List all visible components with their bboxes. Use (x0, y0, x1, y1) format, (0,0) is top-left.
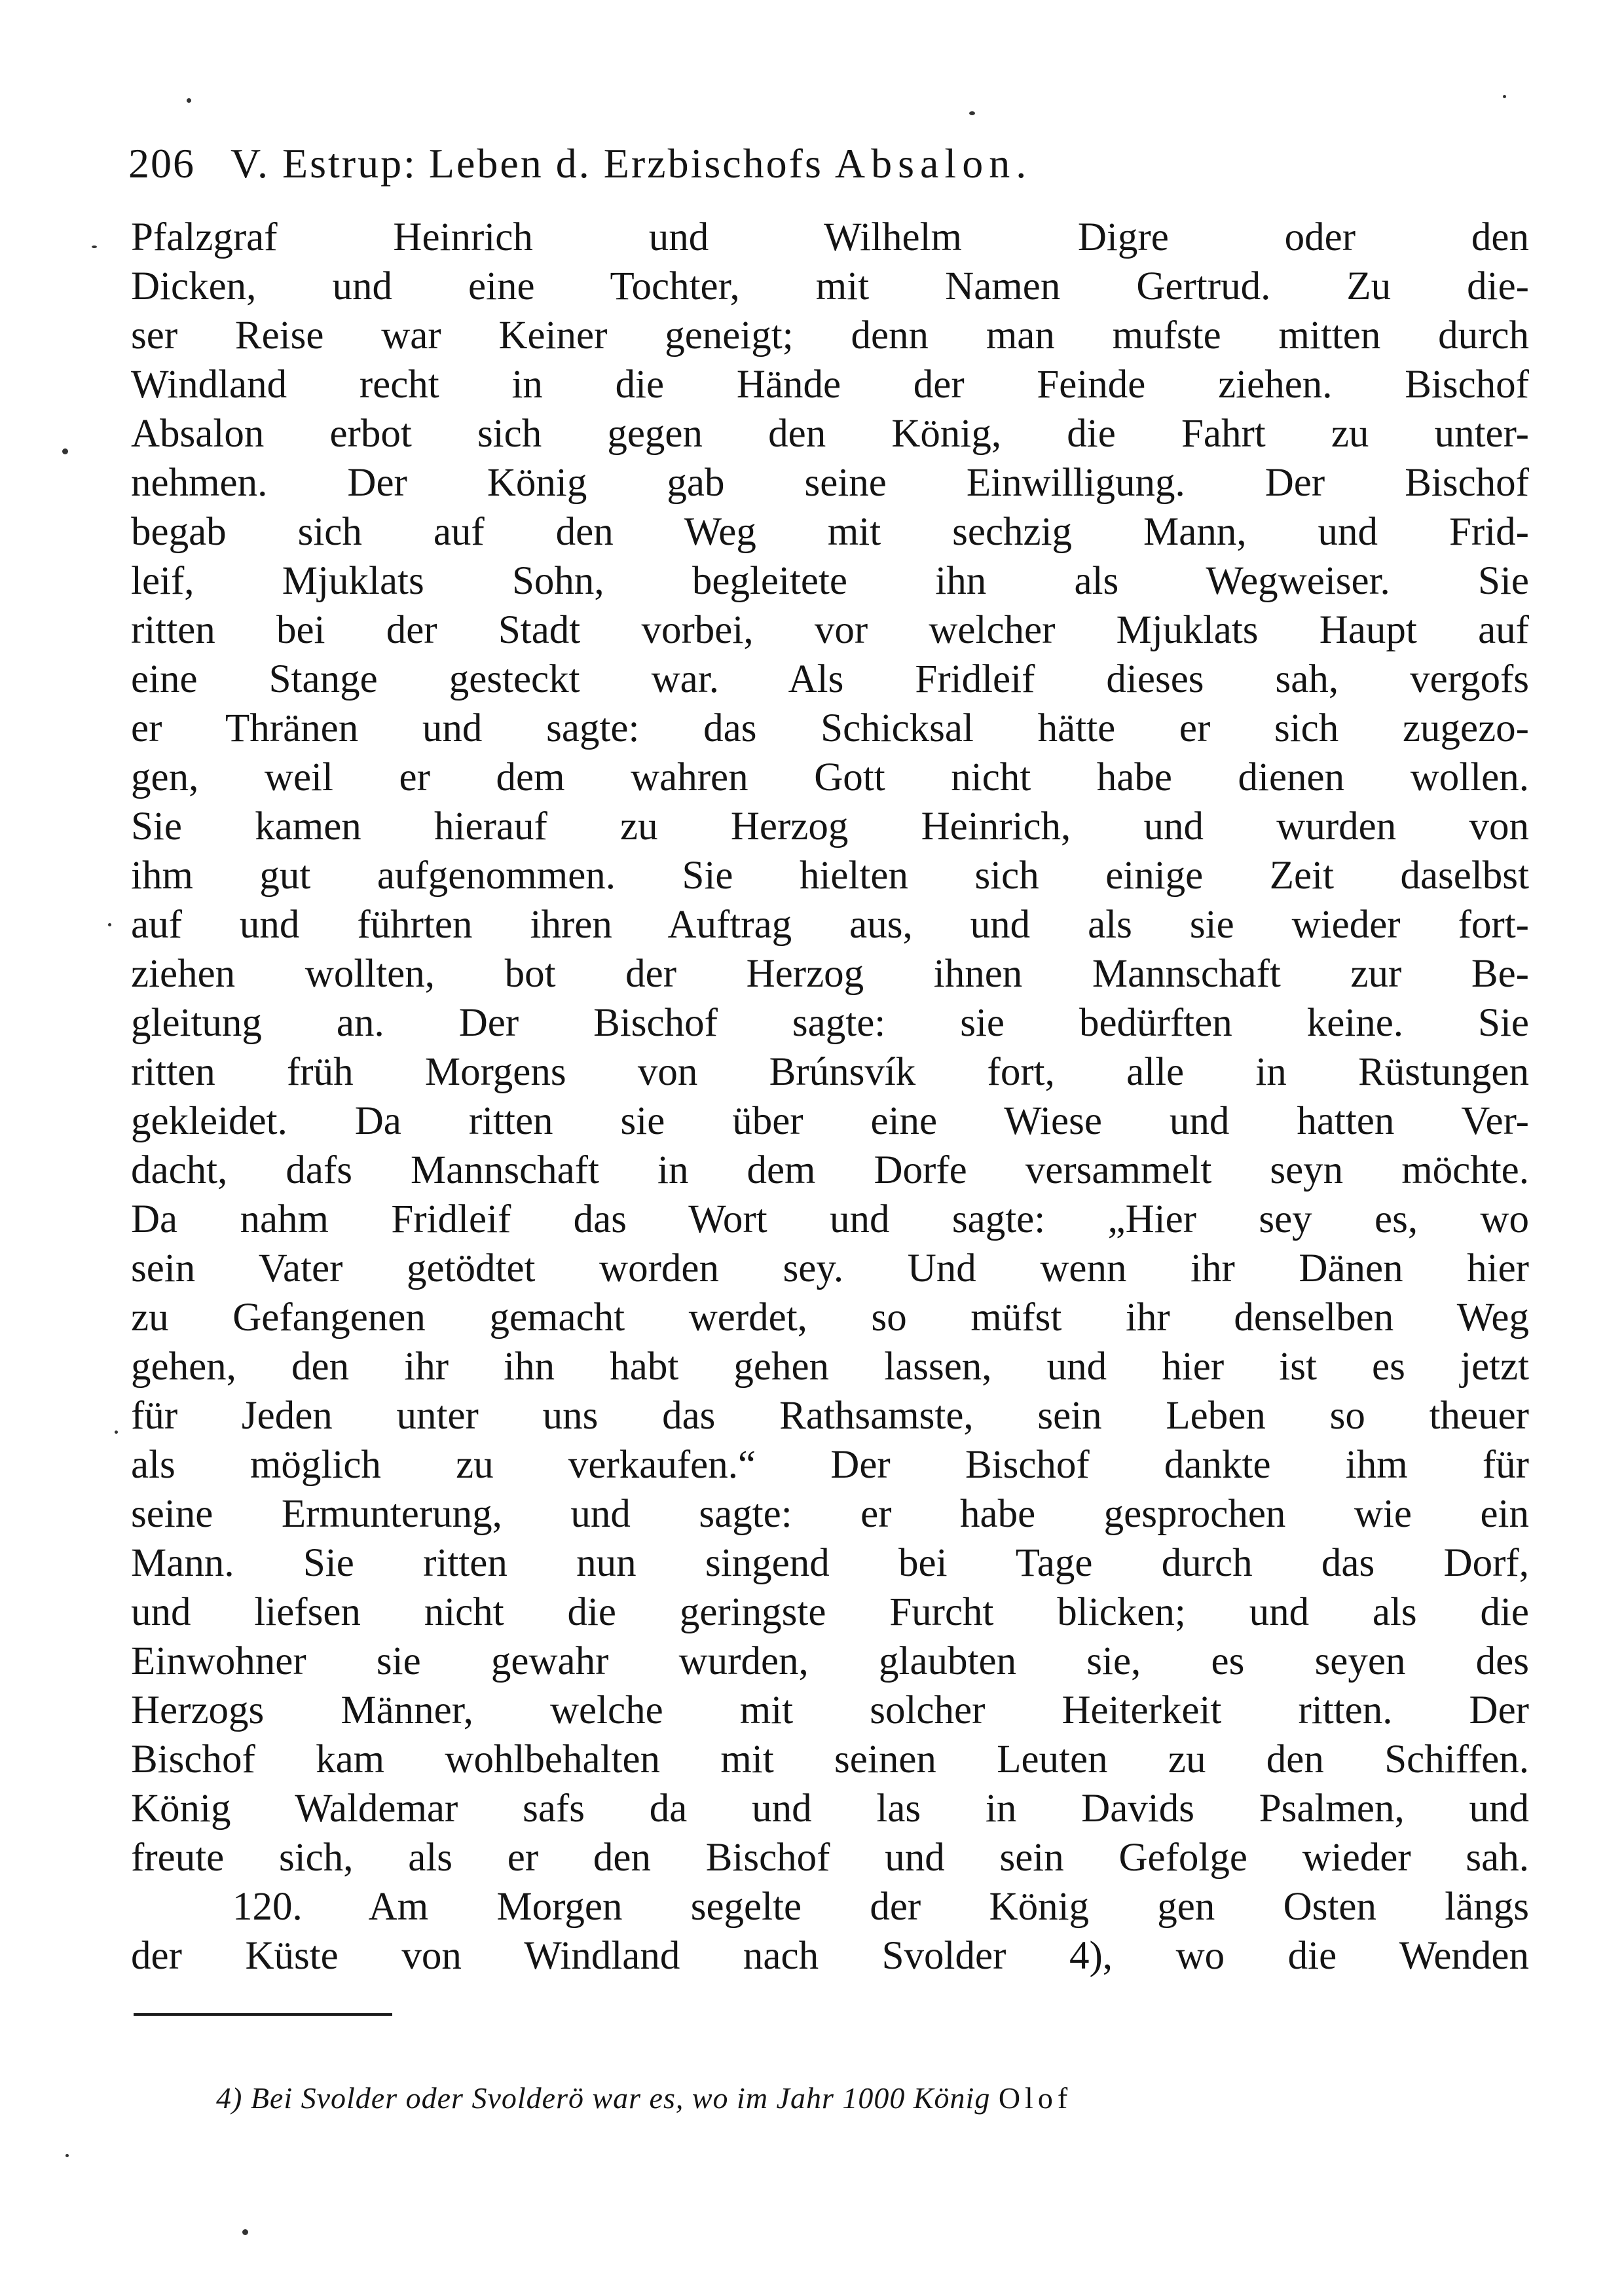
text-line-paragraph-start: 120. Am Morgen segelte der König gen Osten längs (232, 1885, 1529, 1929)
text-line: als möglich zu verkaufen.“ Der Bischof dankte ihm für (131, 1443, 1529, 1487)
scan-speck (92, 246, 97, 248)
header-author: V. Estrup: (231, 140, 417, 187)
text-line: dacht, dafs Mannschaft in dem Dorfe versammelt seyn möchte. (131, 1148, 1529, 1192)
text-line: Einwohner sie gewahr wurden, glaubten sie, es seyen des (131, 1639, 1529, 1683)
scan-speck (969, 111, 975, 115)
text-line: König Waldemar safs da und las in Davids Psalmen, und (131, 1787, 1529, 1831)
text-line: ritten früh Morgens von Brúnsvík fort, alle in Rüstungen (131, 1050, 1529, 1094)
text-line: gleitung an. Der Bischof sagte: sie bedürften keine. Sie (131, 1001, 1529, 1045)
scan-speck (242, 2229, 248, 2235)
text-line: Da nahm Fridleif das Wort und sagte: „Hier sey es, wo (131, 1197, 1529, 1241)
text-line: Windland recht in die Hände der Feinde ziehen. Bischof (131, 363, 1529, 407)
text-line: er Thränen und sagte: das Schicksal hätte er sich zugezo- (131, 706, 1529, 750)
footnote-name: Olof (998, 2081, 1073, 2115)
scan-speck (1503, 95, 1506, 98)
text-line: gen, weil er dem wahren Gott nicht habe dienen wollen. (131, 756, 1529, 799)
text-line: auf und führten ihren Auftrag aus, und als sie wieder fort- (131, 903, 1529, 947)
footnote (216, 2075, 1526, 2121)
text-line: eine Stange gesteckt war. Als Fridleif dieses sah, vergofs (131, 657, 1529, 701)
text-line: ziehen wollten, bot der Herzog ihnen Mannschaft zur Be- (131, 952, 1529, 996)
scan-speck (65, 2154, 69, 2157)
scan-speck (62, 448, 68, 454)
page-number: 206 (128, 140, 195, 187)
text-line: begab sich auf den Weg mit sechzig Mann, und Frid- (131, 510, 1529, 554)
scan-speck (187, 98, 191, 103)
text-line: für Jeden unter uns das Rathsamste, sein Leben so theuer (131, 1394, 1529, 1438)
text-line: gekleidet. Da ritten sie über eine Wiese und hatten Ver- (131, 1099, 1529, 1143)
text-line: ser Reise war Keiner geneigt; denn man mufste mitten durch (131, 314, 1529, 357)
text-line: Absalon erbot sich gegen den König, die Fahrt zu unter- (131, 412, 1529, 456)
text-line: Sie kamen hierauf zu Herzog Heinrich, und wurden von (131, 805, 1529, 848)
text-line: Mann. Sie ritten nun singend bei Tage durch das Dorf, (131, 1541, 1529, 1585)
text-line: gehen, den ihr ihn habt gehen lassen, und hier ist es jetzt (131, 1345, 1529, 1389)
text-line: freute sich, als er den Bischof und sein Gefolge wieder sah. (131, 1836, 1529, 1880)
running-header (128, 134, 1510, 193)
text-line: Dicken, und eine Tochter, mit Namen Gertrud. Zu die- (131, 264, 1529, 308)
body-text (131, 213, 1529, 1980)
text-line: und liefsen nicht die geringste Furcht blicken; und als die (131, 1590, 1529, 1634)
text-line: Herzogs Männer, welche mit solcher Heiterkeit ritten. Der (131, 1688, 1529, 1732)
header-name: Absalon. (834, 140, 1033, 187)
scan-speck (108, 923, 111, 926)
text-line: ihm gut aufgenommen. Sie hielten sich einige Zeit daselbst (131, 854, 1529, 898)
text-line: nehmen. Der König gab seine Einwilligung. Der Bischof (131, 461, 1529, 505)
footnote-rule (134, 2013, 392, 2016)
text-line: Pfalzgraf Heinrich und Wilhelm Digre oder den (131, 215, 1529, 259)
text-line: Bischof kam wohlbehalten mit seinen Leuten zu den Schiffen. (131, 1738, 1529, 1781)
text-line: seine Ermunterung, und sagte: er habe gesprochen wie ein (131, 1492, 1529, 1536)
text-line: leif, Mjuklats Sohn, begleitete ihn als Wegweiser. Sie (131, 559, 1529, 603)
text-line: ritten bei der Stadt vorbei, vor welcher Mjuklats Haupt auf (131, 608, 1529, 652)
footnote-text: 4) Bei Svolder oder Svolderö war es, wo im Jahr 1000 König (216, 2081, 991, 2115)
text-line: sein Vater getödtet worden sey. Und wenn ihr Dänen hier (131, 1247, 1529, 1290)
text-line: zu Gefangenen gemacht werdet, so müfst ihr denselben Weg (131, 1296, 1529, 1339)
text-line: der Küste von Windland nach Svolder 4), wo die Wenden (131, 1934, 1529, 1978)
header-title: Leben d. Erzbischofs (428, 140, 823, 187)
scan-speck (115, 1430, 118, 1434)
